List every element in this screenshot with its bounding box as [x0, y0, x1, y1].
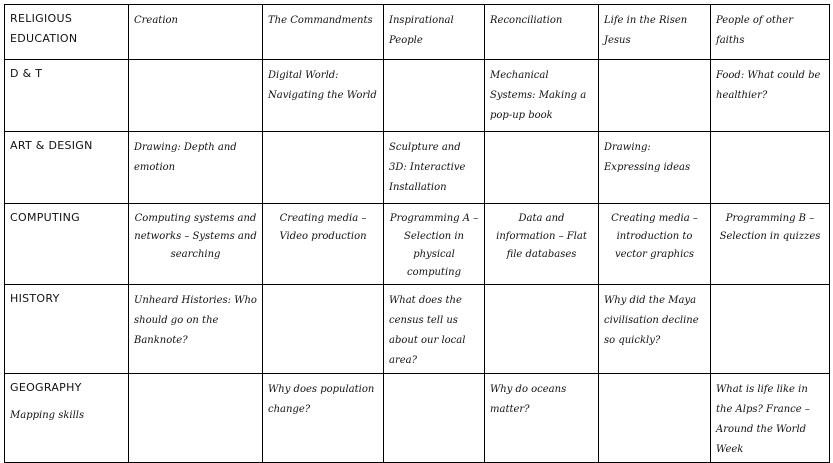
topic-cell: Why do oceans matter? — [485, 374, 599, 463]
topic-cell: Data and information – Flat file databases — [485, 204, 599, 285]
topic-cell: Creating media – Video production — [263, 204, 384, 285]
topic-cell: Why does population change? — [263, 374, 384, 463]
topic-cell: People of other faiths — [711, 5, 830, 60]
subject-cell — [5, 374, 129, 463]
topic-cell: Creation — [129, 5, 263, 60]
topic-cell — [599, 60, 711, 132]
topic-cell — [711, 285, 830, 374]
subject-label: ART & DESIGN — [5, 132, 129, 204]
topic-cell: What is life like in the Alps? France – Around the World Week — [711, 374, 830, 463]
curriculum-table — [4, 4, 830, 463]
topic-cell: Why did the Maya civilisation decline so quickly? — [599, 285, 711, 374]
table-row-history — [5, 285, 830, 374]
topic-cell — [384, 60, 485, 132]
table-row-art-design — [5, 132, 830, 204]
topic-cell: What does the census tell us about our local area? — [384, 285, 485, 374]
topic-cell: Drawing: Expressing ideas — [599, 132, 711, 204]
table-row-computing — [5, 204, 830, 285]
topic-cell: The Commandments — [263, 5, 384, 60]
topic-cell — [263, 285, 384, 374]
topic-cell: Unheard Histories: Who should go on the Banknote? — [129, 285, 263, 374]
table-row-dt — [5, 60, 830, 132]
topic-cell — [384, 374, 485, 463]
topic-cell: Life in the Risen Jesus — [599, 5, 711, 60]
table-row-geography — [5, 374, 830, 463]
subject-label: GEOGRAPHY — [10, 381, 82, 394]
topic-cell: Food: What could be healthier? — [711, 60, 830, 132]
subject-label: HISTORY — [5, 285, 129, 374]
table-row-religious-education — [5, 5, 830, 60]
topic-cell: Digital World: Navigating the World — [263, 60, 384, 132]
topic-cell: Inspirational People — [384, 5, 485, 60]
topic-cell — [263, 132, 384, 204]
topic-cell — [485, 132, 599, 204]
topic-cell: Drawing: Depth and emotion — [129, 132, 263, 204]
topic-cell: Computing systems and networks – Systems and searching — [129, 204, 263, 285]
topic-cell — [485, 285, 599, 374]
topic-cell — [129, 60, 263, 132]
subject-label: COMPUTING — [5, 204, 129, 285]
topic-cell: Reconciliation — [485, 5, 599, 60]
subject-note: Mapping skills — [10, 410, 85, 421]
topic-cell — [129, 374, 263, 463]
subject-label: RELIGIOUS EDUCATION — [5, 5, 129, 60]
topic-cell: Creating media – introduction to vector graphics — [599, 204, 711, 285]
subject-label: D & T — [5, 60, 129, 132]
topic-cell — [599, 374, 711, 463]
topic-cell: Mechanical Systems: Making a pop-up book — [485, 60, 599, 132]
topic-cell: Programming A – Selection in physical computing — [384, 204, 485, 285]
topic-cell: Sculpture and 3D: Interactive Installation — [384, 132, 485, 204]
topic-cell: Programming B – Selection in quizzes — [711, 204, 830, 285]
topic-cell — [711, 132, 830, 204]
